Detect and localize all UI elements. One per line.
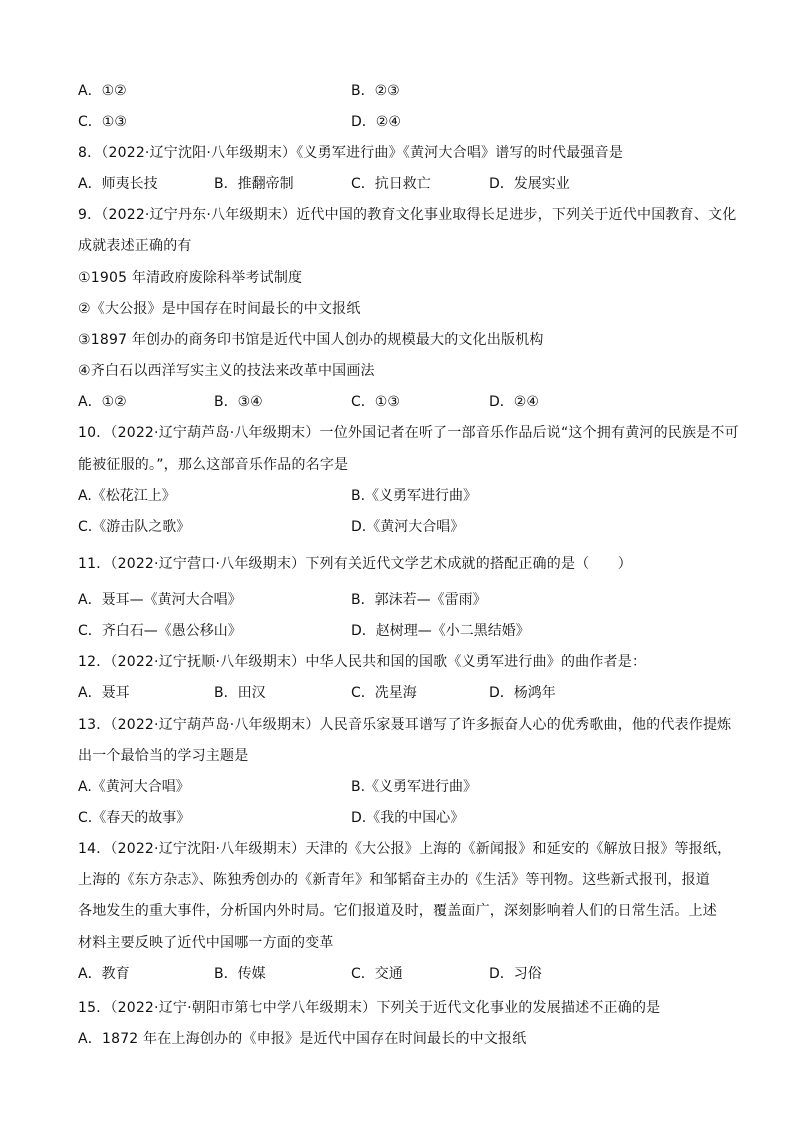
q15-option-a[interactable]: A．1872 年在上海创办的《申报》是近代中国存在时间最长的中文报纸 — [78, 1031, 527, 1047]
q9-options-row — [78, 391, 728, 413]
q13-options-row-1 — [78, 776, 728, 798]
q9-item-4: ④齐白石以西洋写实主义的技法来改革中国画法 — [78, 363, 375, 379]
q13-option-d[interactable]: D.《我的中国心》 — [351, 810, 465, 826]
q10-options-row-1 — [78, 485, 728, 507]
q10-option-c[interactable]: C.《游击队之歌》 — [78, 519, 191, 535]
q13-stem-line-1: 13．（2022·辽宁葫芦岛·八年级期末）人民音乐家聂耳谱写了许多振奋人心的优秀歌曲，他的代表作提炼 — [78, 717, 732, 733]
q12-options-row — [78, 682, 728, 704]
q7-option-b[interactable]: B．②③ — [351, 83, 400, 99]
q14-option-a[interactable]: A．教育 — [78, 966, 130, 982]
q7-options-row-1 — [78, 80, 728, 102]
q11-options-row-1 — [78, 589, 728, 611]
q9-stem-line-1: 9．（2022·辽宁丹东·八年级期末）近代中国的教育文化事业取得长足进步，下列关于近代中国教育、文化 — [78, 207, 737, 223]
q8-stem: 8．（2022·辽宁沈阳·八年级期末）《义勇军进行曲》《黄河大合唱》谱写的时代最强音是 — [78, 145, 624, 161]
q10-option-d[interactable]: D.《黄河大合唱》 — [351, 519, 465, 535]
q7-option-d[interactable]: D．②④ — [351, 114, 401, 130]
q12-option-b[interactable]: B．田汉 — [214, 685, 266, 701]
q11-option-c[interactable]: C．齐白石—《愚公移山》 — [78, 623, 242, 639]
q11-option-b[interactable]: B．郭沫若—《雷雨》 — [351, 592, 487, 608]
q10-options-row-2 — [78, 516, 728, 538]
q9-item-2: ②《大公报》是中国存在时间最长的中文报纸 — [78, 301, 361, 317]
q12-option-c[interactable]: C．冼星海 — [351, 685, 417, 701]
q10-stem-line-2: 能被征服的。”，那么这部音乐作品的名字是 — [78, 457, 349, 473]
q15-stem: 15．（2022·辽宁·朝阳市第七中学八年级期末）下列关于近代文化事业的发展描述不正确的是 — [78, 1000, 661, 1016]
q10-option-a[interactable]: A.《松花江上》 — [78, 488, 176, 504]
q14-stem-line-1: 14．（2022·辽宁沈阳·八年级期末）天津的《大公报》上海的《新闻报》和延安的《解放日报》等报纸， — [78, 841, 732, 857]
q8-option-b[interactable]: B．推翻帝制 — [214, 176, 294, 192]
q11-option-d[interactable]: D．赵树理—《小二黑结婚》 — [351, 623, 530, 639]
q8-option-c[interactable]: C．抗日救亡 — [351, 176, 431, 192]
q8-option-a[interactable]: A．师夷长技 — [78, 176, 158, 192]
q13-option-a[interactable]: A.《黄河大合唱》 — [78, 779, 190, 795]
q14-stem-line-4: 材料主要反映了近代中国哪一方面的变革 — [78, 935, 334, 951]
q9-option-b[interactable]: B．③④ — [214, 394, 263, 410]
q13-options-row-2 — [78, 807, 728, 829]
q9-stem-line-2: 成就表述正确的有 — [78, 238, 192, 254]
q12-stem: 12．（2022·辽宁抚顺·八年级期末）中华人民共和国的国歌《义勇军进行曲》的曲作者是： — [78, 654, 647, 670]
q14-option-b[interactable]: B．传媒 — [214, 966, 266, 982]
q13-stem-line-2: 出一个最恰当的学习主题是 — [78, 748, 249, 764]
q8-options-row — [78, 173, 728, 195]
q14-stem-line-3: 各地发生的重大事件，分析国内外时局。它们报道及时，覆盖面广，深刻影响着人们的日常生活。上述 — [78, 903, 717, 919]
q11-options-row-2 — [78, 620, 728, 642]
q7-option-c[interactable]: C．①③ — [78, 114, 127, 130]
q10-stem-line-1: 10．（2022·辽宁葫芦岛·八年级期末）一位外国记者在听了一部音乐作品后说“这个拥有黄河的民族是不可 — [78, 425, 739, 441]
q14-options-row — [78, 963, 728, 985]
q9-option-a[interactable]: A．①② — [78, 394, 127, 410]
q7-options-row-2 — [78, 111, 728, 133]
q14-stem-line-2: 上海的《东方杂志》、陈独秀创办的《新青年》和邹韬奋主办的《生活》等刊物。这些新式报刊，报道 — [78, 872, 710, 888]
q12-option-a[interactable]: A．聂耳 — [78, 685, 130, 701]
q9-option-c[interactable]: C．①③ — [351, 394, 400, 410]
q11-option-a[interactable]: A．聂耳—《黄河大合唱》 — [78, 592, 242, 608]
q9-item-1: ①1905 年清政府废除科举考试制度 — [78, 270, 303, 286]
q9-option-d[interactable]: D．②④ — [489, 394, 539, 410]
q13-option-b[interactable]: B.《义勇军进行曲》 — [351, 779, 478, 795]
q7-option-a[interactable]: A．①② — [78, 83, 127, 99]
q14-option-d[interactable]: D．习俗 — [489, 966, 542, 982]
q13-option-c[interactable]: C.《春天的故事》 — [78, 810, 191, 826]
q10-option-b[interactable]: B.《义勇军进行曲》 — [351, 488, 478, 504]
q11-stem: 11．（2022·辽宁营口·八年级期末）下列有关近代文学艺术成就的搭配正确的是（ ） — [78, 556, 632, 572]
q14-option-c[interactable]: C．交通 — [351, 966, 403, 982]
q12-option-d[interactable]: D．杨鸿年 — [489, 685, 556, 701]
q8-option-d[interactable]: D．发展实业 — [489, 176, 570, 192]
q9-item-3: ③1897 年创办的商务印书馆是近代中国人创办的规模最大的文化出版机构 — [78, 332, 544, 348]
